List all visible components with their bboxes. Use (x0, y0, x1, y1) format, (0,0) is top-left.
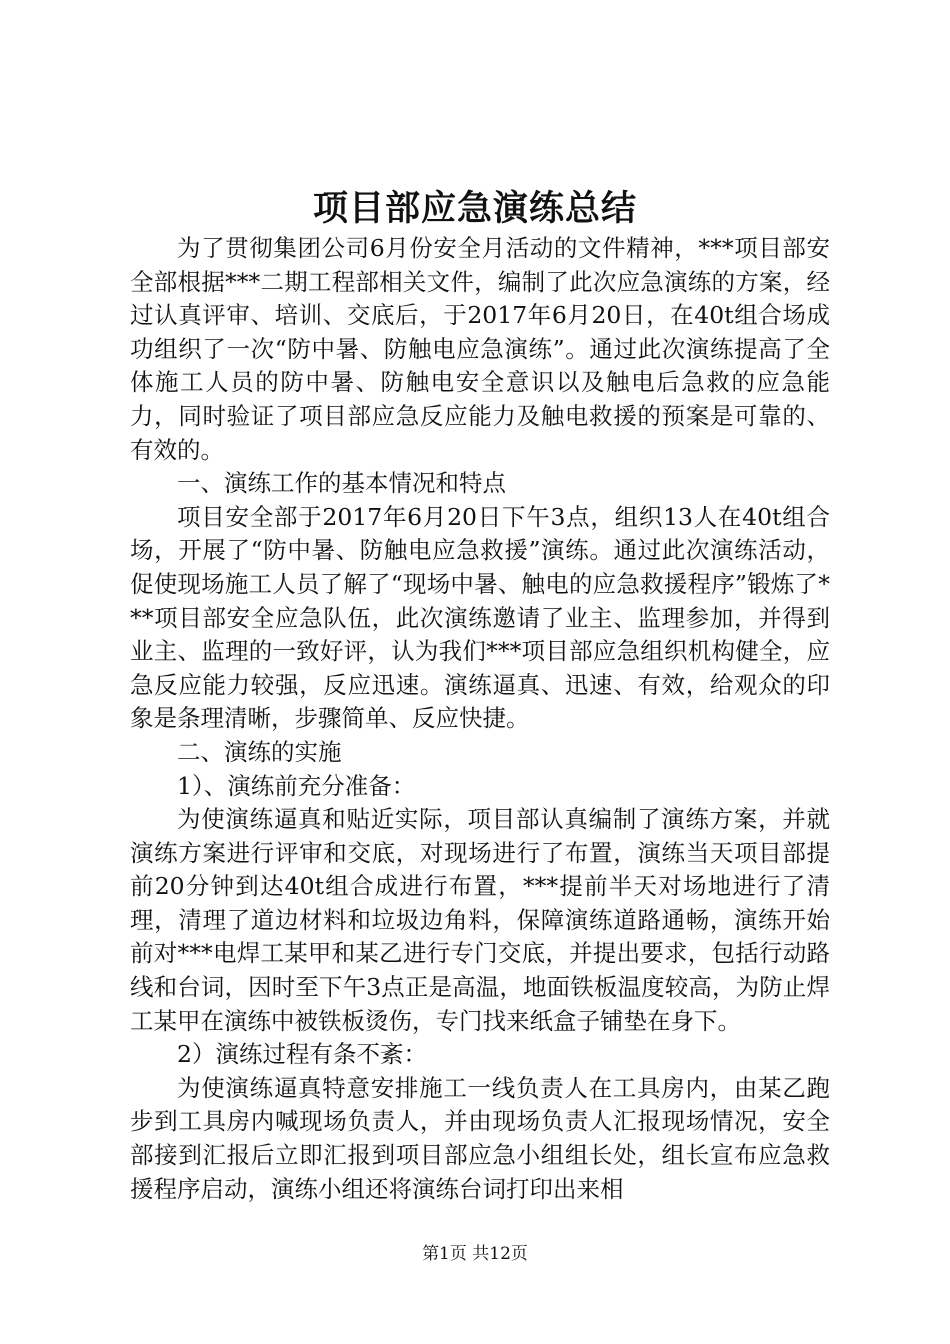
subsection-2-paragraph: 为使演练逼真特意安排施工一线负责人在工具房内，由某乙跑步到工具房内喊现场负责人，并由现场负责人汇报现场情况，安全部接到汇报后立即汇报到项目部应急小组组长处，组长宣布应急救援程序启动，演练小组还将演练台词打印出来相 (130, 1073, 830, 1203)
section-heading-2: 二、演练的实施 (177, 737, 342, 766)
section-heading-1: 一、演练工作的基本情况和特点 (177, 469, 506, 498)
subsection-1-paragraph: 为使演练逼真和贴近实际，项目部认真编制了演练方案，并就演练方案进行评审和交底，对现场进行了布置，演练当天项目部提前20分钟到达40t组合成进行布置，***提前半天对场地进行了清理，清理了道边材料和垃圾边角料，保障演练道路通畅，演练开始前对***电焊工某甲和某乙进行专门交底，并提出要求，包括行动路线和台词，因时至下午3点正是高温，地面铁板温度较高，为防止焊工某甲在演练中被铁板烫伤，专门找来纸盒子铺垫在身下。 (130, 805, 830, 1035)
document-body (130, 232, 830, 1206)
intro-paragraph: 为了贯彻集团公司6月份安全月活动的文件精神，***项目部安全部根据***二期工程部相关文件，编制了此次应急演练的方案，经过认真评审、培训、交底后，于2017年6月20日，在40t组合场成功组织了一次“防中暑、防触电应急演练”。通过此次演练提高了全体施工人员的防中暑、防触电安全意识以及触电后急救的应急能力，同时验证了项目部应急反应能力及触电救援的预案是可靠的、有效的。 (130, 234, 830, 464)
subsection-heading-2: 2）演练过程有条不紊： (177, 1040, 427, 1069)
section-1-paragraph: 项目安全部于2017年6月20日下午3点，组织13人在40t组合场，开展了“防中暑、防触电应急救援”演练。通过此次演练活动，促使现场施工人员了解了“现场中暑、触电的应急救援程序”锻炼了***项目部安全应急队伍，此次演练邀请了业主、监理参加，并得到业主、监理的一致好评，认为我们***项目部应急组织机构健全，应急反应能力较强，反应迅速。演练逼真、迅速、有效，给观众的印象是条理清晰，步骤简单、反应快捷。 (130, 502, 830, 733)
subsection-heading-1: 1）、演练前充分准备： (177, 771, 416, 800)
page-number-footer: 第1页 共12页 (422, 1244, 528, 1264)
document-title: 项目部应急演练总结 (312, 188, 637, 229)
